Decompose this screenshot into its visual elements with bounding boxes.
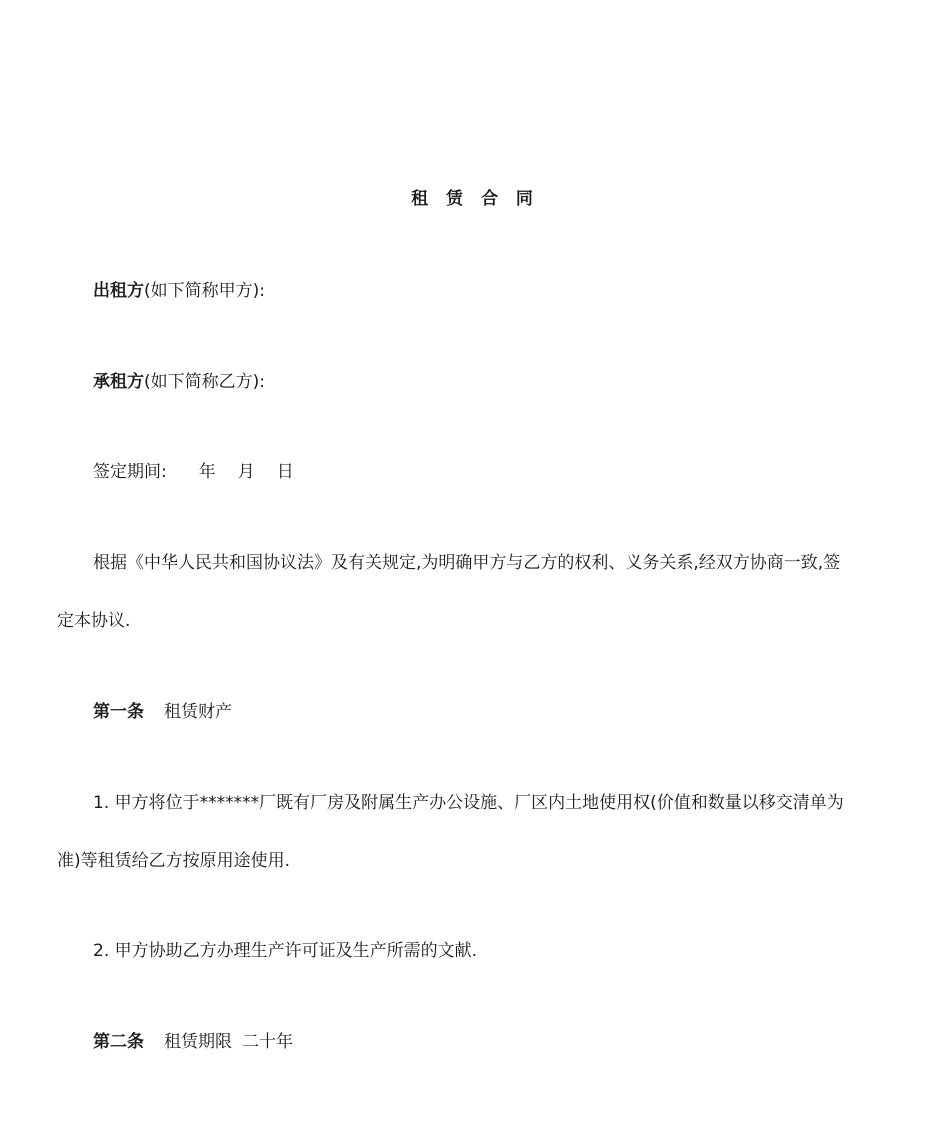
lessee-label: 承租方 xyxy=(93,372,144,392)
article2-term: 二十年 xyxy=(242,1032,293,1052)
article1-heading-line xyxy=(93,699,232,725)
preamble-line-2: 定本协议. xyxy=(57,611,131,631)
article2-title: 租赁期限 xyxy=(164,1032,232,1052)
lessor-text: (如下简称甲方): xyxy=(144,281,265,301)
signing-month: 月 xyxy=(237,462,255,482)
signing-year: 年 xyxy=(198,462,216,482)
lessor-label: 出租方 xyxy=(93,281,144,301)
lessor-line xyxy=(93,278,265,304)
article1-heading: 第一条 xyxy=(93,702,144,722)
article1-title: 租赁财产 xyxy=(164,702,232,722)
preamble-line-1: 根据《中华人民共和国协议法》及有关规定,为明确甲方与乙方的权利、义务关系,经双方协商一致,签 xyxy=(93,553,841,573)
lessee-text: (如下简称乙方): xyxy=(144,372,265,392)
article1-item2: 2. 甲方协助乙方办理生产许可证及生产所需的文献. xyxy=(93,941,478,961)
document-title: 租 赁 合 同 xyxy=(411,189,539,209)
lessee-line xyxy=(93,369,265,395)
article2-heading-line xyxy=(93,1029,293,1055)
article1-item1-line-1: 1. 甲方将位于*******厂既有厂房及附属生产办公设施、厂区内土地使用权(价值和数量以移交清单为 xyxy=(93,793,844,813)
signing-label: 签定期间: xyxy=(93,462,167,482)
article1-item1-line-2: 准)等租赁给乙方按原用途使用. xyxy=(57,851,291,871)
signing-day: 日 xyxy=(276,462,294,482)
signing-date-line xyxy=(93,459,294,485)
article2-heading: 第二条 xyxy=(93,1032,144,1052)
